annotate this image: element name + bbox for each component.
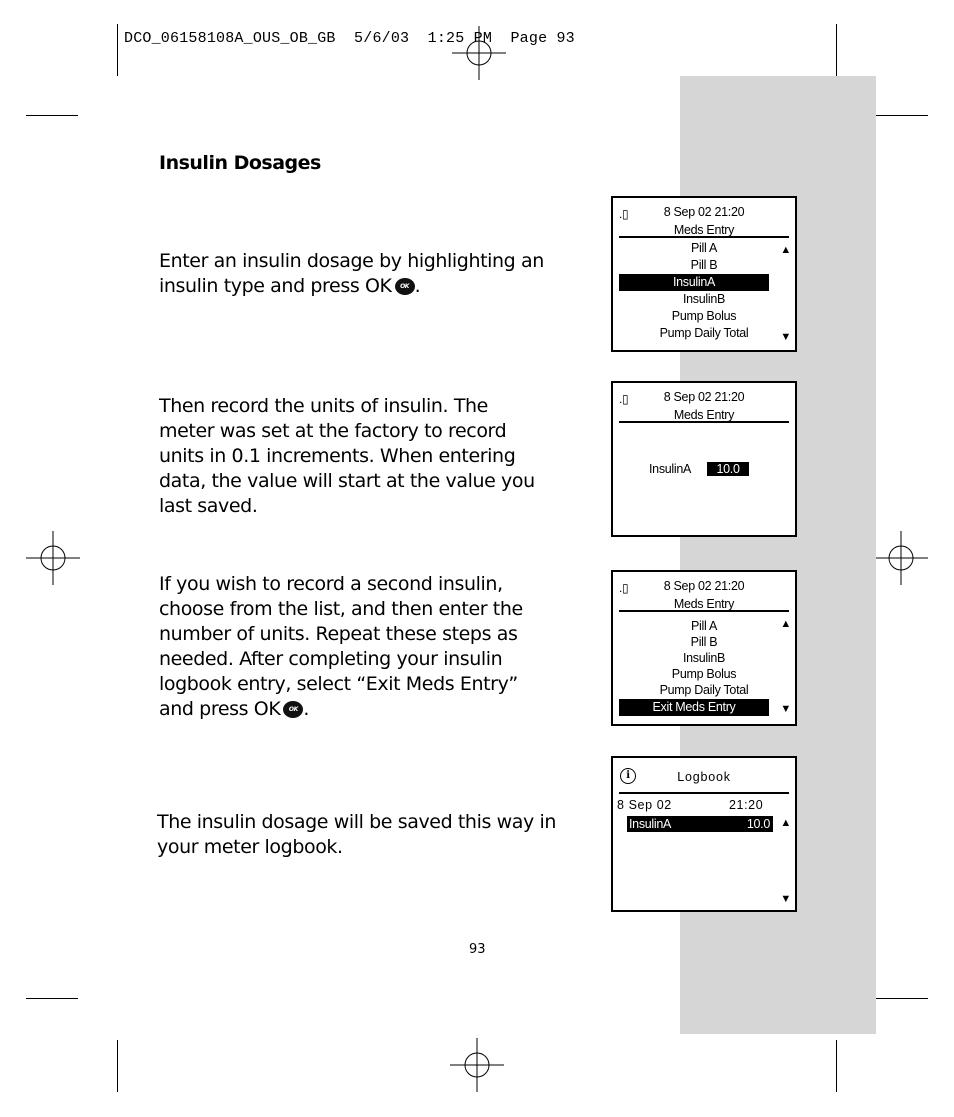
ok-button-icon: OK	[283, 701, 303, 718]
list-item[interactable]: Pump Bolus	[671, 667, 737, 681]
ok-button-icon: OK	[395, 278, 415, 295]
crop-mark-top-right-v	[836, 24, 837, 76]
logbook-date: 8 Sep 02	[617, 798, 672, 812]
screen-header	[619, 387, 789, 423]
meter-screen-value-entry	[611, 381, 797, 537]
value-entry-row	[649, 462, 749, 476]
meds-list	[619, 618, 789, 716]
list-item[interactable]: Pump Bolus	[671, 309, 737, 323]
screen-heading: Logbook	[677, 770, 731, 784]
registration-mark-bottom	[450, 1038, 504, 1092]
arrow-down-icon[interactable]: ▼	[780, 893, 791, 905]
instruction-end-3: .	[303, 698, 310, 720]
instruction-end-1: .	[414, 275, 421, 297]
meter-screen-logbook	[611, 756, 797, 912]
printer-slug: DCO_06158108A_OUS_OB_GB 5/6/03 1:25 PM Page 93	[124, 30, 575, 47]
crop-mark-top-left-h	[26, 115, 78, 116]
crop-mark-top-left-v	[117, 24, 118, 76]
meter-icon: .▯	[619, 207, 629, 221]
instruction-paragraph-3	[159, 572, 554, 722]
screen-header	[619, 762, 789, 794]
list-item-selected[interactable]: InsulinA	[619, 274, 769, 291]
arrow-up-icon[interactable]: ▲	[780, 244, 791, 256]
units-value-field[interactable]: 10.0	[707, 462, 749, 476]
arrow-up-icon[interactable]: ▲	[780, 817, 791, 829]
info-icon: i	[620, 768, 636, 784]
list-item[interactable]: Pill A	[691, 241, 717, 255]
screen-header	[619, 202, 789, 238]
crop-mark-top-right-h	[876, 115, 928, 116]
meter-icon: .▯	[619, 392, 629, 406]
list-item[interactable]: Pill A	[691, 619, 717, 633]
screen-heading: Meds Entry	[673, 597, 735, 611]
logbook-entry-selected[interactable]	[627, 816, 773, 832]
instruction-text-3: If you wish to record a second insulin, choose from the list, and then enter the number of units. Repeat these steps as needed. After completing your insulin logbook entry, select “Exit Meds Entry” and press OK	[159, 573, 523, 720]
meter-screen-meds-list	[611, 196, 797, 352]
logbook-time: 21:20	[729, 798, 764, 812]
instruction-paragraph-1	[159, 249, 554, 299]
arrow-up-icon[interactable]: ▲	[780, 618, 791, 630]
screen-header	[619, 576, 789, 612]
meter-icon: .▯	[619, 581, 629, 595]
registration-mark-top	[452, 26, 506, 80]
insulin-label: InsulinA	[649, 462, 692, 476]
screen-date-time: 8 Sep 02 21:20	[663, 579, 745, 593]
screen-date-time: 8 Sep 02 21:20	[663, 390, 745, 404]
list-item[interactable]: InsulinB	[682, 292, 726, 306]
registration-mark-right	[874, 531, 928, 585]
arrow-down-icon[interactable]: ▼	[780, 331, 791, 343]
page-number: 93	[469, 942, 486, 957]
list-item[interactable]: InsulinB	[682, 651, 726, 665]
crop-mark-bottom-left-v	[117, 1040, 118, 1092]
list-item[interactable]: Pump Daily Total	[659, 683, 749, 697]
list-item[interactable]: Pill B	[690, 635, 718, 649]
instruction-paragraph-4: The insulin dosage will be saved this way in your meter logbook.	[157, 811, 556, 858]
crop-mark-bottom-left-h	[26, 998, 78, 999]
meds-list	[619, 240, 789, 342]
section-title: Insulin Dosages	[159, 152, 321, 174]
meter-screen-meds-exit	[611, 570, 797, 726]
list-item[interactable]: Pump Daily Total	[659, 326, 749, 340]
screen-date-time: 8 Sep 02 21:20	[663, 205, 745, 219]
registration-mark-left	[26, 531, 80, 585]
list-item[interactable]: Pill B	[690, 258, 718, 272]
logbook-entry-label: InsulinA	[629, 817, 672, 831]
list-item-selected[interactable]: Exit Meds Entry	[619, 699, 769, 716]
crop-mark-bottom-right-h	[876, 998, 928, 999]
logbook-entry-value: 10.0	[746, 817, 770, 831]
instruction-text-1: Enter an insulin dosage by highlighting an insulin type and press OK	[159, 250, 544, 297]
instruction-paragraph-2: Then record the units of insulin. The meter was set at the factory to record units in 0.1 increments. When entering data, the value will start at the value you last saved.	[159, 395, 535, 517]
arrow-down-icon[interactable]: ▼	[780, 703, 791, 715]
screen-heading: Meds Entry	[673, 223, 735, 237]
crop-mark-bottom-right-v	[836, 1040, 837, 1092]
screen-heading: Meds Entry	[673, 408, 735, 422]
